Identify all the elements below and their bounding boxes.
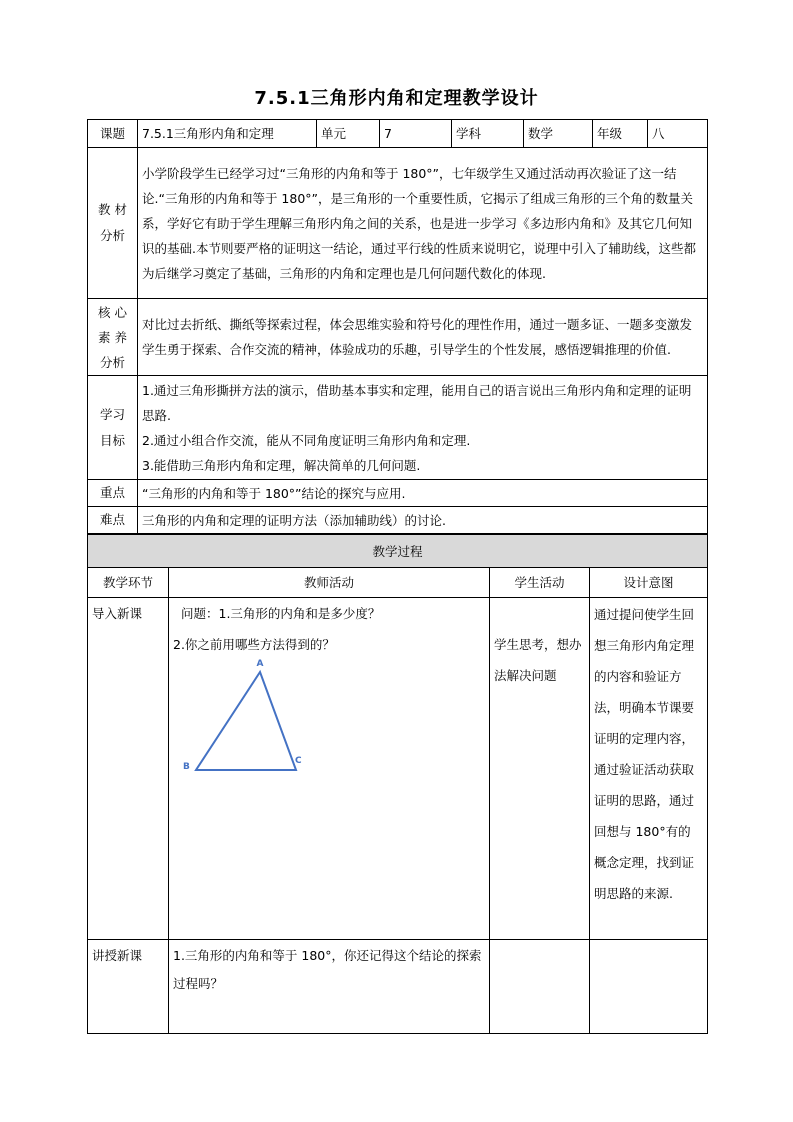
goals-label-line: 学习 (99, 406, 125, 422)
intro-question-2: 2.你之前用哪些方法得到的？ (173, 637, 335, 652)
core-label-line: 核 心 (98, 304, 127, 320)
goals-label-line: 目标 (99, 432, 125, 448)
course-value: 7.5.1三角形内角和定理 (138, 120, 317, 148)
lecture-student (490, 940, 590, 1034)
col-header-student: 学生活动 (490, 568, 590, 598)
analysis-label-line: 分析 (99, 228, 125, 243)
goals-label (88, 376, 138, 480)
difficulty-text: 三角形的内角和定理的证明方法（添加辅助线）的讨论. (138, 507, 708, 534)
triangle-diagram (176, 656, 336, 781)
analysis-label (88, 148, 138, 299)
goal-item: 3.能借助三角形内角和定理，解决简单的几何问题. (142, 457, 421, 473)
process-heading: 教学过程 (88, 535, 708, 568)
process-table (87, 534, 708, 1034)
vertex-c-label: C (295, 756, 302, 766)
subject-label: 学科 (452, 120, 524, 148)
intro-student: 学生思考，想办法解决问题 (490, 598, 590, 940)
intro-teacher (169, 598, 490, 940)
triangle-shape (196, 672, 296, 770)
key-label: 重点 (88, 480, 138, 507)
intro-question-1: 问题：1.三角形的内角和是多少度？ (181, 606, 381, 621)
col-header-intent: 设计意图 (590, 568, 708, 598)
unit-label: 单元 (317, 120, 380, 148)
vertex-a-label: A (256, 659, 264, 669)
key-text: “三角形的内角和等于 180°”结论的探究与应用. (138, 480, 708, 507)
intro-intent: 通过提问使学生回想三角形内角定理的内容和验证方法，明确本节课要证明的定理内容，通过验证活动获取证明的思路，通过回想与 180°有的概念定理，找到证明思路的来源. (590, 598, 708, 940)
lecture-intent (590, 940, 708, 1034)
lecture-teacher: 1.三角形的内角和等于 180°，你还记得这个结论的探索过程吗？ (169, 940, 490, 1034)
core-text: 对比过去折纸、撕纸等探索过程，体会思维实验和符号化的理性作用，通过一题多证、一题多变激发学生勇于探索、合作交流的精神，体验成功的乐趣，引导学生的个性发展，感悟逻辑推理的价值. (138, 299, 708, 376)
core-label-line: 分析 (99, 354, 125, 370)
core-label (88, 299, 138, 376)
goal-item: 1.通过三角形撕拼方法的演示，借助基本事实和定理，能用自己的语言说出三角形内角和定理的证明思路. (142, 382, 692, 423)
analysis-label-line: 教 材 (98, 202, 127, 217)
grade-value: 八 (648, 120, 708, 148)
intro-stage: 导入新课 (88, 598, 169, 940)
course-label: 课题 (88, 120, 138, 148)
lecture-stage: 讲授新课 (88, 940, 169, 1034)
difficulty-label: 难点 (88, 507, 138, 534)
analysis-text: 小学阶段学生已经学习过“三角形的内角和等于 180°”，七年级学生又通过活动再次验证了这一结论.“三角形的内角和等于 180°”，是三角形的一个重要性质，它揭示了组成三角形的三个角的数量关系，学好它有助于学生理解三角形内角之间的关系，也是进一步学习《多边形内角和》及其它几何知识的基础.本节则要严格的证明这一结论，通过平行线的性质来说明它，说理中引入了辅助线，这些都为后继学习奠定了基础，三角形的内角和定理也是几何问题代数化的体现. (138, 148, 708, 299)
goals-text (138, 376, 708, 480)
info-table (87, 119, 708, 534)
col-header-teacher: 教师活动 (169, 568, 490, 598)
col-header-stage: 教学环节 (88, 568, 169, 598)
goal-item: 2.通过小组合作交流，能从不同角度证明三角形内角和定理. (142, 432, 471, 448)
unit-value: 7 (380, 120, 452, 148)
page-title: 7.5.1三角形内角和定理教学设计 (254, 88, 539, 109)
subject-value: 数学 (524, 120, 593, 148)
grade-label: 年级 (593, 120, 648, 148)
vertex-b-label: B (183, 762, 190, 772)
core-label-line: 素 养 (98, 329, 127, 345)
